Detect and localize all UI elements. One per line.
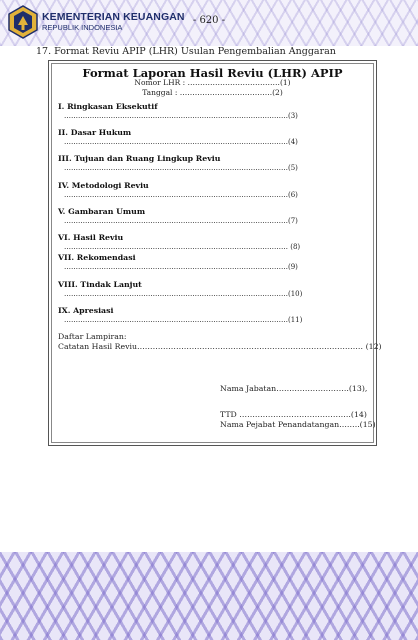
ttd-line: TTD …………………………………….(14) <box>220 410 367 419</box>
section-heading-9: IX. Apresiasi <box>58 306 114 315</box>
catatan-line: Catatan Hasil Reviu…………………………………………………………………………… (12) <box>58 342 382 351</box>
section-heading-7: VII. Rekomendasi <box>58 253 136 262</box>
nama-pejabat-line: Nama Pejabat Penandatangan……..(15) <box>220 420 376 429</box>
page-number: - 620 - <box>192 15 226 26</box>
section-heading-5: V. Gambaran Umum <box>58 207 146 216</box>
section-line-3: ……………………………………………………………………………………(5) <box>64 164 298 172</box>
section-heading: 17. Format Reviu APIP (LHR) Usulan Pengembalian Anggaran <box>36 46 336 57</box>
lampiran-label: Daftar Lampiran: <box>58 332 127 341</box>
section-line-8: ……………………………………………………………………………………(10) <box>64 290 303 298</box>
section-line-9: ……………………………………………………………………………………(11) <box>64 316 303 324</box>
tanggal-line: Tanggal : ……………………………….(2) <box>142 88 283 97</box>
section-line-6: …………………………………………………………………………………… (8) <box>64 243 301 251</box>
org-subtitle: REPUBLIK INDONESIA <box>42 22 123 32</box>
section-heading-3: III. Tujuan dan Ruang Lingkup Reviu <box>58 154 221 163</box>
form-title: Format Laporan Hasil Reviu (LHR) APIP <box>82 66 343 80</box>
section-line-1: ……………………………………………………………………………………(3) <box>64 112 298 120</box>
section-heading-8: VIII. Tindak Lanjut <box>58 280 142 289</box>
nama-jabatan-line: Nama Jabatan……………………….(13), <box>220 384 368 393</box>
section-heading-2: II. Dasar Hukum <box>58 128 132 137</box>
section-line-2: ……………………………………………………………………………………(4) <box>64 138 298 146</box>
nomor-line: Nomor LHR : ……………………………….(1) <box>134 78 291 87</box>
form-inner-border <box>51 63 382 443</box>
form-box <box>48 60 382 446</box>
section-line-5: ……………………………………………………………………………………(7) <box>64 217 298 225</box>
section-heading-6: VI. Hasil Reviu <box>58 233 124 242</box>
org-name: KEMENTERIAN KEUANGAN <box>42 11 185 24</box>
section-heading-4: IV. Metodologi Reviu <box>58 181 149 190</box>
bottom-decorative-band <box>0 552 418 640</box>
section-line-7: ……………………………………………………………………………………(9) <box>64 263 298 271</box>
section-line-4: ……………………………………………………………………………………(6) <box>64 191 298 199</box>
section-heading-1: I. Ringkasan Eksekutif <box>58 102 158 111</box>
